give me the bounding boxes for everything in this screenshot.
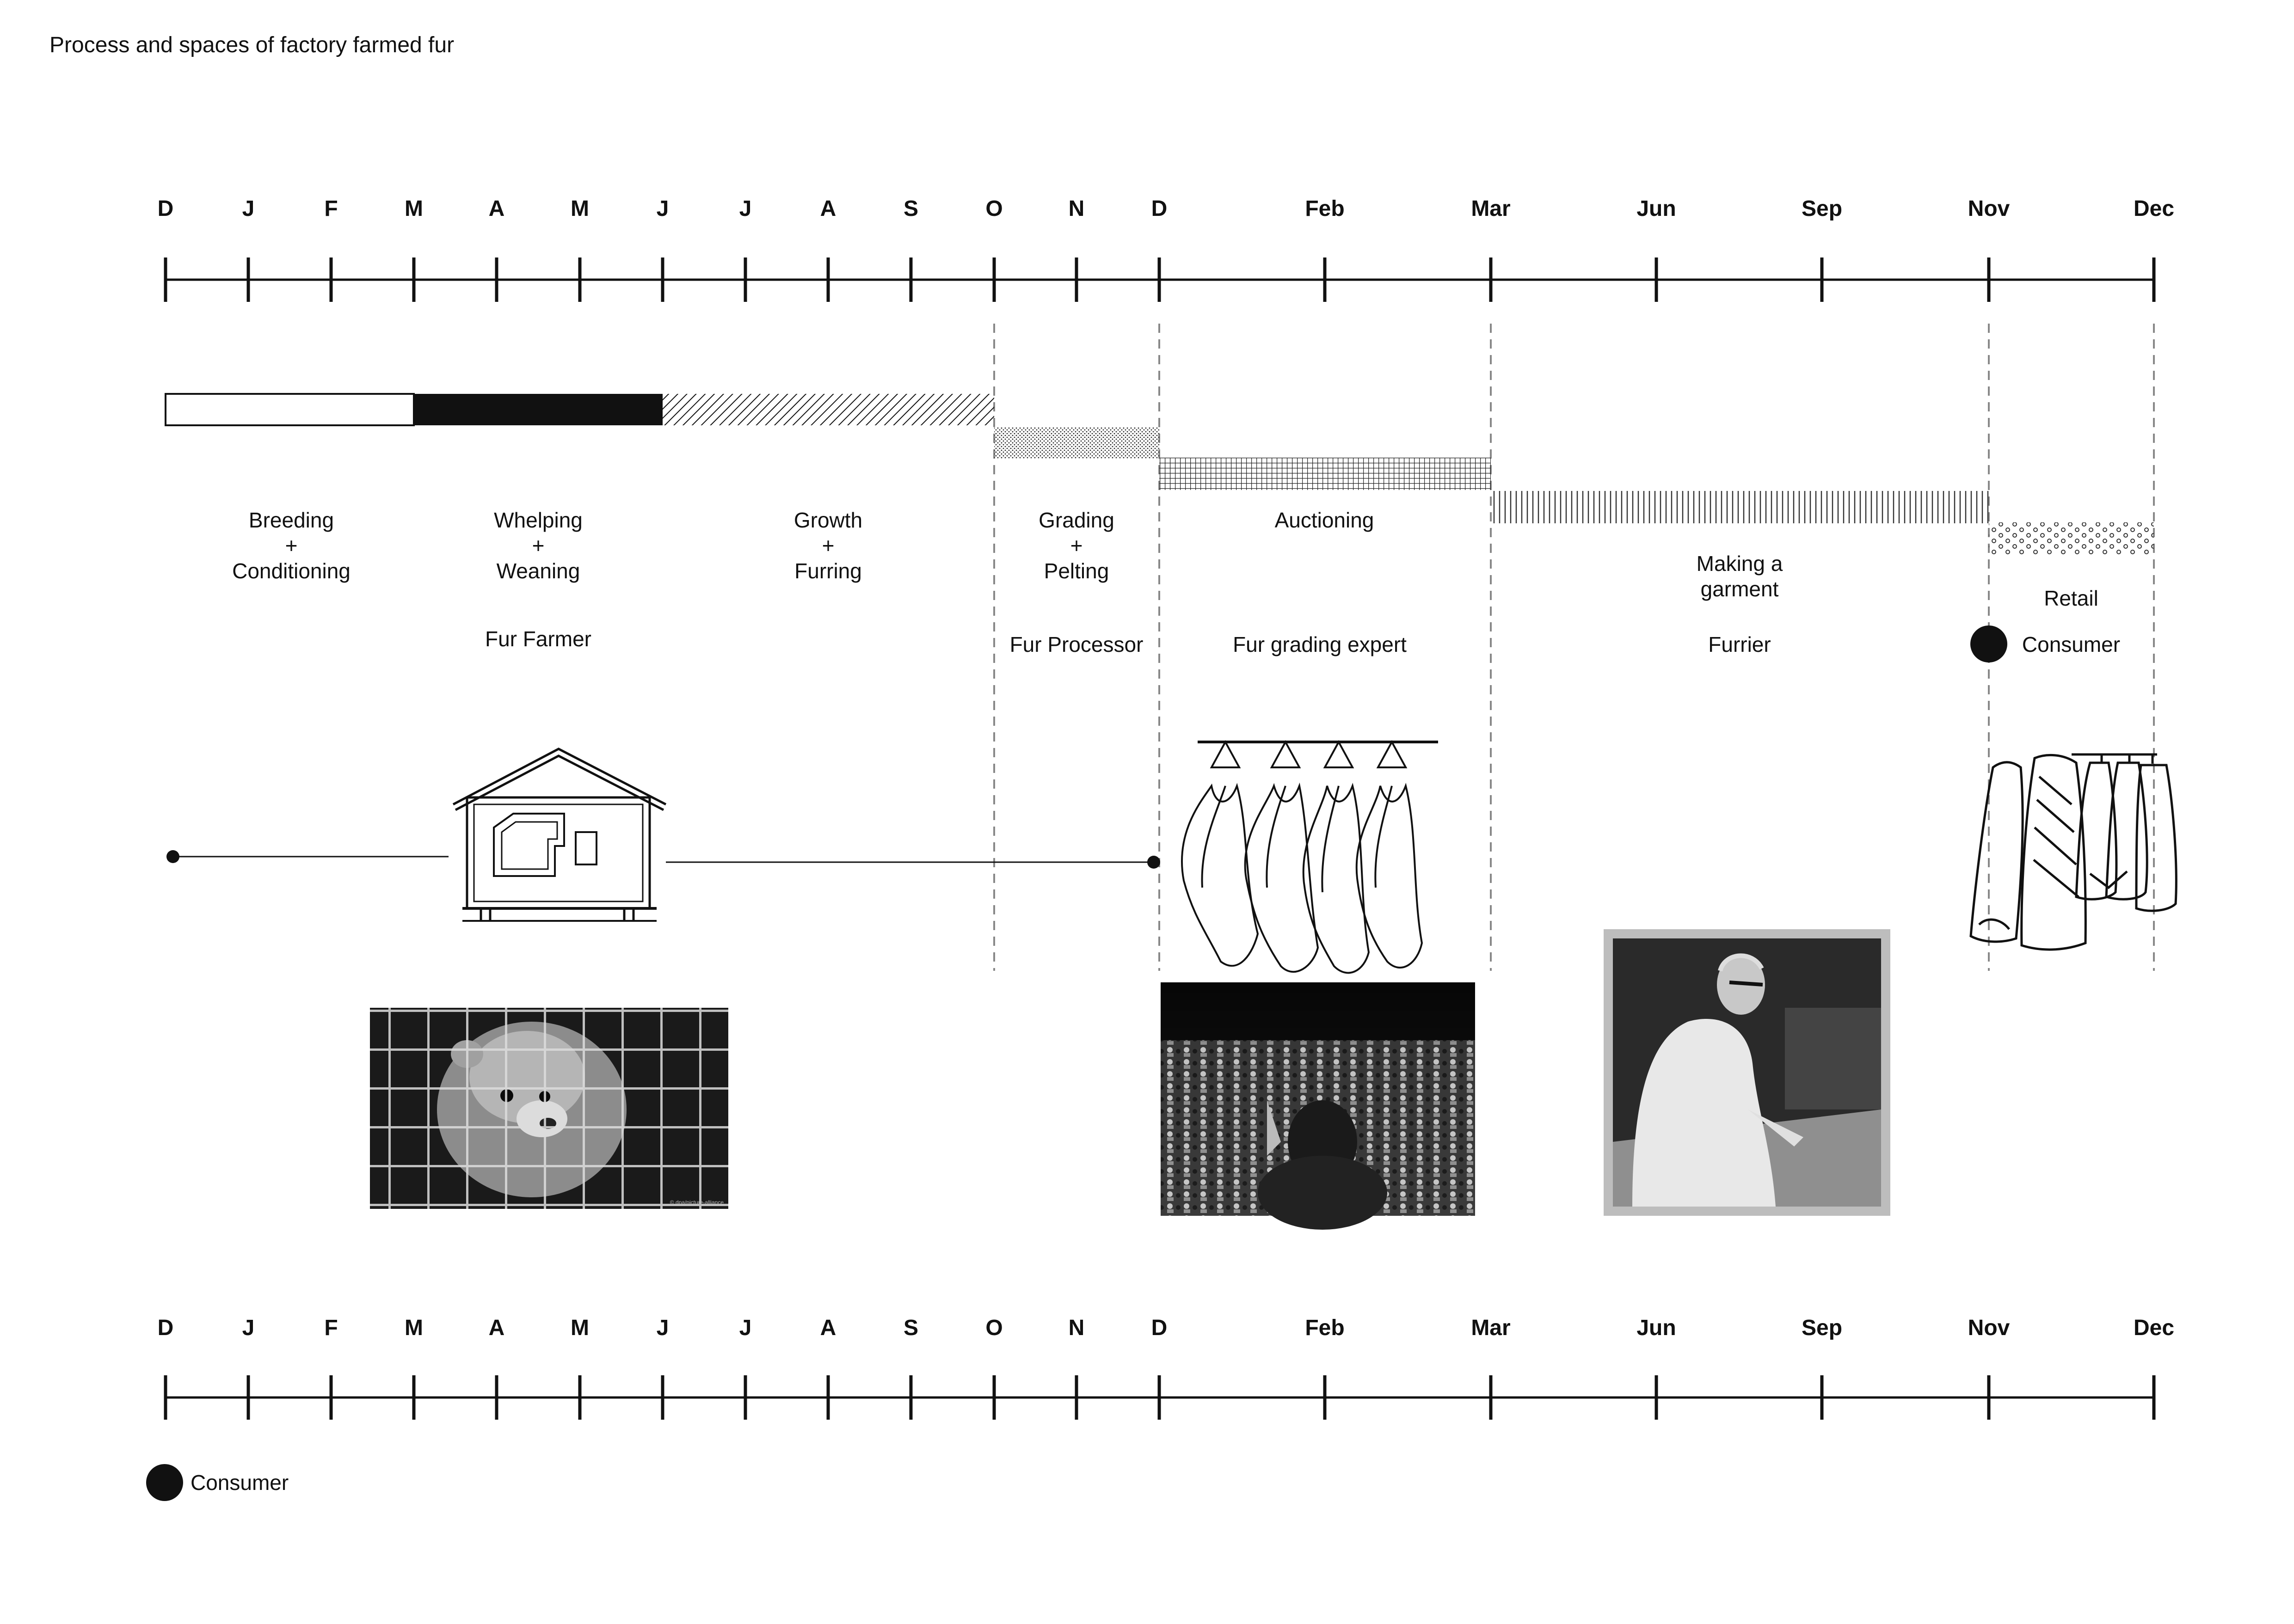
timeline-bottom-tick-label: J xyxy=(656,1316,669,1340)
timeline-top-tick-label: S xyxy=(903,196,919,221)
timeline-top-tick-label: Feb xyxy=(1305,196,1345,221)
timeline-bottom-tick-label: D xyxy=(157,1316,174,1340)
timeline-bottom-tick-label: S xyxy=(903,1316,919,1340)
actor-fur-farmer: Fur Farmer xyxy=(485,627,591,651)
timeline-top-tick-label: N xyxy=(1068,196,1085,221)
timeline-bottom-tick-label: A xyxy=(820,1316,836,1340)
label-breeding-plus: + xyxy=(285,533,298,558)
mink-photo-credit: © dpa/picture-alliance xyxy=(670,1199,724,1206)
legend xyxy=(146,1464,289,1501)
furrier-at-work-photo xyxy=(1604,929,1890,1216)
timeline-bottom xyxy=(158,1316,2174,1420)
bar-auctioning xyxy=(1159,458,1491,490)
timeline-bottom-tick-label: Mar xyxy=(1471,1316,1511,1340)
legend-consumer-marker xyxy=(146,1464,183,1501)
actor-consumer: Consumer xyxy=(2022,632,2121,656)
timeline-top-tick-label: Sep xyxy=(1801,196,1843,221)
timeline-bottom-tick-label: M xyxy=(571,1316,589,1340)
timeline-top-tick-label: J xyxy=(739,196,752,221)
timeline-top-tick-label: J xyxy=(242,196,255,221)
timeline-top-tick-label: A xyxy=(820,196,836,221)
farm-connector xyxy=(166,850,1160,869)
label-retail: Retail xyxy=(2044,586,2098,610)
bar-retail xyxy=(1989,522,2154,555)
label-whelping: Whelping xyxy=(494,508,583,532)
timeline-bottom-tick-label: M xyxy=(405,1316,423,1340)
label-grading-sub: Pelting xyxy=(1044,559,1109,583)
timeline-top-tick-label: Dec xyxy=(2133,196,2175,221)
timeline-top xyxy=(158,196,2174,302)
timeline-bottom-tick-label: Sep xyxy=(1801,1316,1843,1340)
mink-in-cage-photo xyxy=(370,1008,728,1209)
label-auctioning: Auctioning xyxy=(1274,508,1374,532)
timeline-top-tick-label: Jun xyxy=(1636,196,1676,221)
timeline-top-tick-label: Nov xyxy=(1968,196,2010,221)
bar-growth xyxy=(663,394,994,425)
label-breeding-sub: Conditioning xyxy=(232,559,351,583)
timeline-top-tick-label: A xyxy=(488,196,505,221)
timeline-bottom-tick-label: N xyxy=(1068,1316,1085,1340)
mink-house-icon xyxy=(453,749,666,921)
actor-furrier: Furrier xyxy=(1708,632,1771,656)
timeline-top-tick-label: J xyxy=(656,196,669,221)
phase-labels xyxy=(232,508,2098,610)
actor-labels xyxy=(485,627,2120,656)
label-growth-plus: + xyxy=(822,533,835,558)
label-grading-plus: + xyxy=(1070,533,1083,558)
label-making: Making a xyxy=(1696,552,1783,576)
label-whelping-sub: Weaning xyxy=(496,559,580,583)
timeline-top-tick-label: D xyxy=(1151,196,1168,221)
timeline-bottom-tick-label: D xyxy=(1151,1316,1168,1340)
timeline-top-tick-label: O xyxy=(985,196,1003,221)
hanging-pelts-icon xyxy=(1182,742,1438,973)
auction-hall-photo xyxy=(1161,982,1475,1230)
actor-fur-processor: Fur Processor xyxy=(1009,632,1144,656)
bar-grading xyxy=(994,427,1159,459)
label-growth-sub: Furring xyxy=(794,559,862,583)
timeline-top-tick-label: Mar xyxy=(1471,196,1511,221)
timeline-bottom-tick-label: Feb xyxy=(1305,1316,1345,1340)
bar-breeding xyxy=(166,394,414,425)
timeline-bottom-tick-label: A xyxy=(488,1316,505,1340)
timeline-bottom-tick-label: O xyxy=(985,1316,1003,1340)
label-breeding: Breeding xyxy=(248,508,334,532)
label-growth: Growth xyxy=(793,508,863,532)
bar-making xyxy=(1491,491,1989,523)
consumer-marker xyxy=(1970,625,2007,662)
page-title: Process and spaces of factory farmed fur xyxy=(49,33,455,57)
timeline-bottom-tick-label: J xyxy=(242,1316,255,1340)
timeline-top-tick-label: F xyxy=(324,196,338,221)
legend-consumer-label: Consumer xyxy=(191,1471,289,1495)
timeline-top-tick-label: D xyxy=(157,196,174,221)
timeline-bottom-tick-label: Jun xyxy=(1636,1316,1676,1340)
garments-icon xyxy=(1971,754,2176,950)
label-grading: Grading xyxy=(1039,508,1114,532)
bar-whelping xyxy=(414,394,663,425)
actor-fur-grading-expert: Fur grading expert xyxy=(1233,632,1407,656)
timeline-bottom-tick-label: Dec xyxy=(2133,1316,2175,1340)
timeline-bottom-tick-label: J xyxy=(739,1316,752,1340)
timeline-top-tick-label: M xyxy=(405,196,423,221)
label-whelping-plus: + xyxy=(532,533,545,558)
timeline-top-tick-label: M xyxy=(571,196,589,221)
timeline-bottom-tick-label: F xyxy=(324,1316,338,1340)
label-making-sub: garment xyxy=(1700,577,1779,601)
timeline-bottom-tick-label: Nov xyxy=(1968,1316,2010,1340)
